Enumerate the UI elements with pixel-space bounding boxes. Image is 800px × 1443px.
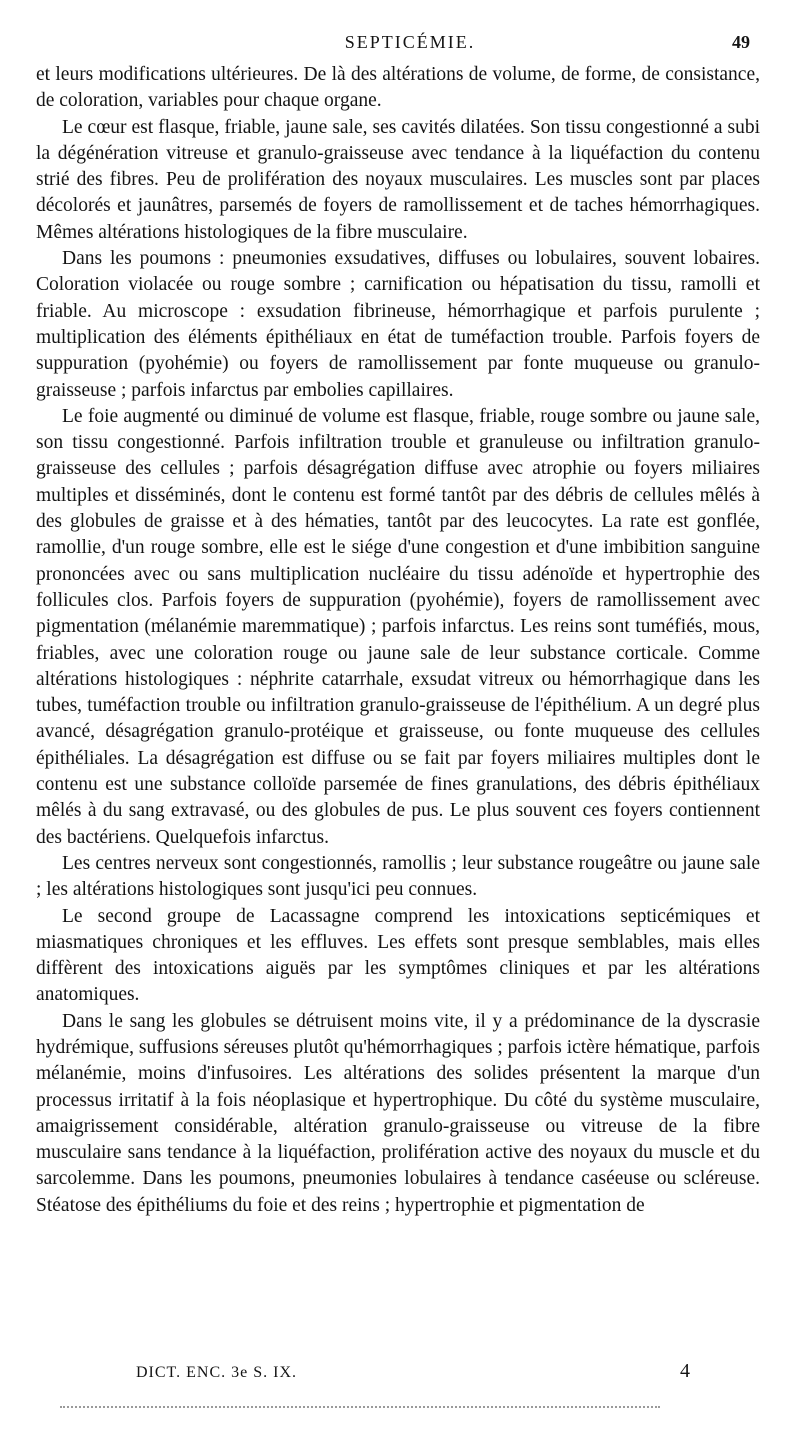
paragraph-7: Dans le sang les globules se détruisent moins vite, il y a prédominance de la dyscrasie hydrémique, suffusions séreuses plutôt qu'hémorrhagiques ; parfois ictère hématique, parfois mélanémie, moins d'infusoires. Les altérations des solides présentent la marque d'un processus irritatif à la fois néoplasique et hypertrophique. Du côté du système musculaire, amaigrissement considérable, altération granulo-graisseuse ou vitreuse de la fibre musculaire sans tendance à la liquéfaction, prolifération active des noyaux du muscle et du sarcolemme. Dans les poumons, pneumonies lobulaires à tendance caséeuse ou scléreuse. Stéatose des épithéliums du foie et des reins ; hypertrophie et pigmentation de [36,1010,760,1216]
paragraph-3: Dans les poumons : pneumonies exsudatives, diffuses ou lobulaires, souvent lobaires. Coloration violacée ou rouge sombre ; carnification ou hépatisation du tissu, ramolli et friable. Au microscope : exsudation fibrineuse, hémorrhagique et parfois purulente ; multiplication des éléments épithéliaux en état de tuméfaction trouble. Parfois foyers de suppuration (pyohémie) ou foyers de ramollissement par fonte muqueuse ou granulo-graisseuse ; parfois infarctus par embolies capillaires. [36,248,760,401]
page-number: 49 [732,32,750,52]
page-footer [60,1360,760,1388]
running-title: SEPTICÉMIE. [344,32,476,52]
signature-number: 4 [680,1360,690,1382]
paragraph-2: Le cœur est flasque, friable, jaune sale, ses cavités dilatées. Son tissu congestionné a subi la dégénération vitreuse et granulo-graisseuse avec tendance à la liquéfaction du contenu strié des fibres. Peu de prolifération des noyaux musculaires. Les muscles sont par places décolorés et jaunâtres, parsemés de foyers de ramollissement et de taches hémorrhagiques. Mêmes altérations histologiques de la fibre musculaire. [36,116,760,243]
paragraph-1: et leurs modifications ultérieures. De là des altérations de volume, de forme, de consistance, de coloration, variables pour chaque organe. [36,64,760,112]
page-header [60,30,760,56]
body-text [36,62,760,1219]
paragraph-5: Les centres nerveux sont congestionnés, ramollis ; leur substance rougeâtre ou jaune sale ; les altérations histologiques sont jusqu'ici peu connues. [36,852,760,901]
printer-signature: DICT. ENC. 3e S. IX. [136,1364,298,1381]
paragraph-6: Le second groupe de Lacassagne comprend les intoxications septicémiques et miasmatiques chroniques et les effluves. Les effets sont presque semblables, mais elles diffèrent des intoxications aiguës par les symptômes cliniques et par les altérations anatomiques. [36,905,760,1006]
bottom-dotted-rule [60,1406,660,1408]
paragraph-4: Le foie augmenté ou diminué de volume est flasque, friable, rouge sombre ou jaune sale, son tissu congestionné. Parfois infiltration trouble et granuleuse ou infiltration granulo-graisseuse des cellules ; parfois désagrégation diffuse avec atrophie ou foyers miliaires multiples et disséminés, dont le contenu est formé tantôt par des débris de cellules mêlés à des globules de graisse et à des hématies, tantôt par des leucocytes. La rate est gonflée, ramollie, d'un rouge sombre, elle est le siége d'une congestion et d'une imbibition sanguine prononcées avec ou sans multiplication nucléaire du tissu adénoïde et hypertrophie des follicules clos. Parfois foyers de suppuration (pyohémie), foyers de ramollissement avec pigmentation (mélanémie maremmatique) ; parfois infarctus. Les reins sont tuméfiés, mous, friables, avec une coloration rouge ou jaune sale de leur substance corticale. Comme altérations histologiques : néphrite catarrhale, exsudat vitreux ou hémorrhagique dans les tubes, tuméfaction trouble ou infiltration granulo-graisseuse de l'épithélium. A un degré plus avancé, désagrégation granulo-protéique et graisseuse, ou fonte muqueuse des cellules épithéliales. La désagrégation est diffuse ou se fait par foyers miliaires multiples dont le contenu est une substance colloïde parsemée de fines granulations, des débris épithéliaux mêlés à du sang extravasé, ou des globules de pus. Le plus souvent ces foyers contiennent des bactériens. Quelquefois infarctus. [36,405,760,848]
